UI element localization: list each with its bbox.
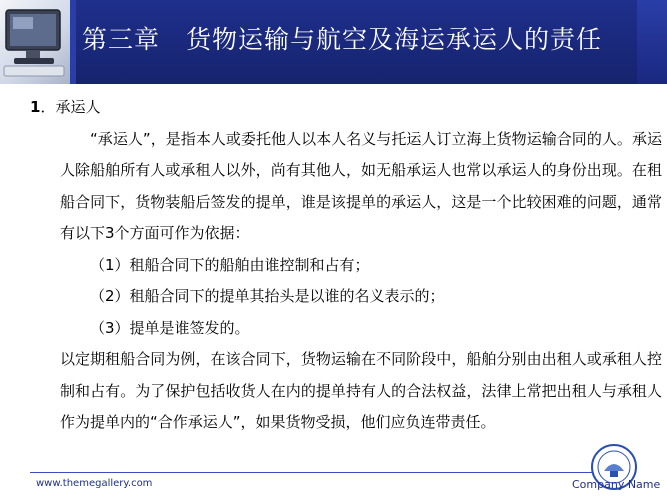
list-item-number: （1） — [90, 255, 130, 274]
list-item — [30, 281, 662, 313]
section-heading — [30, 92, 662, 124]
section-title: ．承运人 — [40, 98, 101, 116]
footer-divider — [30, 472, 620, 473]
list-item — [30, 313, 662, 345]
paragraph-example: 以定期租船合同为例，在该合同下，货物运输在不同阶段中，船舶分别由出租人或承租人控制和占有。为了保护包括收货人在内的提单持有人的合法权益，法律上常把出租人与承租人作为提单内的“合作承运人”，如果货物受损，他们应负连带责任。 — [60, 350, 662, 431]
slide-title: 第三章 货物运输与航空及海运承运人的责任 — [82, 25, 603, 54]
footer-url: www.themegallery.com — [36, 478, 153, 489]
list-item-text: 提单是谁签发的。 — [129, 318, 250, 337]
section-number: 1 — [30, 98, 41, 116]
slide-body — [30, 92, 662, 439]
monitor-icon — [0, 0, 70, 84]
header-stripe — [70, 0, 76, 84]
paragraph-definition-text: “承运人”，是指本人或委托他人以本人名义与托运人订立海上货物运输合同的人。承运人除船舶所有人或承租人以外，尚有其他人，如无船承运人也常以承运人的身份出现。在租船合同下，货物装船后签发的提单，谁是该提单的承运人，这是一个比较困难的问题，通常有以下3个方面可作为依据： — [60, 129, 662, 242]
list-item-number: （2） — [90, 287, 130, 305]
paragraph-definition — [30, 124, 662, 250]
list-item-text: 租船合同下的船舶由谁控制和占有； — [129, 255, 370, 274]
company-name: Company Name — [572, 478, 661, 491]
list-item — [30, 250, 662, 282]
list-item-number: （3） — [90, 318, 130, 337]
computer-logo — [0, 0, 70, 84]
header-corner — [637, 0, 667, 84]
slide-header — [0, 0, 667, 84]
list-item-text: 租船合同下的提单其抬头是以谁的名义表示的； — [129, 287, 445, 305]
